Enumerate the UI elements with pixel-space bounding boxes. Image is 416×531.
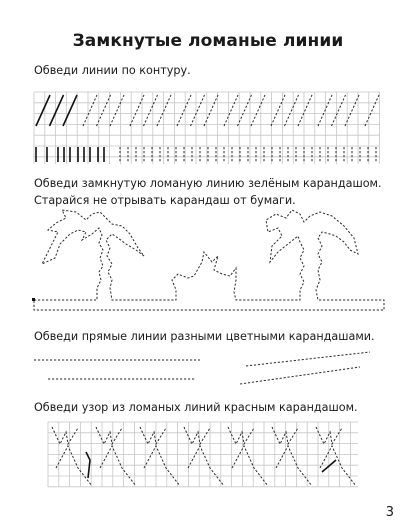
- tracing-grid-2: [48, 422, 358, 487]
- task-2-instruction: Обведи замкнутую ломаную линию зелёным карандашом. Старайся не отрывать карандаш от бумаги.: [34, 177, 382, 207]
- straight-line-3: [246, 352, 370, 366]
- diagonal-stroke-dashed: [332, 95, 346, 126]
- zigzag-lower: [188, 446, 224, 486]
- page-title: Замкнутые ломаные линии: [72, 31, 344, 51]
- palm-trees-closed-line: [34, 210, 384, 310]
- diagonal-stroke-dashed: [204, 95, 218, 126]
- zigzag-lower: [144, 446, 180, 486]
- zigzag-upper: [272, 427, 298, 444]
- diagonal-stroke-dashed: [83, 95, 97, 126]
- diagonal-stroke-dashed: [144, 95, 158, 126]
- task-3-instruction: Обведи прямые линии разными цветными карандашами.: [34, 330, 375, 343]
- diagonal-stroke-dashed: [177, 95, 191, 126]
- diagonal-stroke-dashed: [224, 95, 238, 126]
- zigzag-upper: [140, 427, 166, 444]
- diagonal-stroke-dashed: [298, 95, 312, 126]
- diagonal-stroke-dashed: [285, 95, 299, 126]
- zigzag-upper: [96, 427, 122, 444]
- zigzag-lower: [232, 446, 268, 486]
- zigzag-lower: [100, 446, 136, 486]
- vertical-strokes-row: [36, 147, 376, 162]
- task-1-instruction: Обведи линии по контуру.: [34, 64, 191, 77]
- diagonal-stroke-dashed: [271, 95, 285, 126]
- diagonal-stroke-dashed: [365, 95, 379, 126]
- diagonal-stroke-dashed: [318, 95, 332, 126]
- zigzag-upper: [52, 427, 78, 444]
- zigzag-upper: [184, 427, 210, 444]
- diagonal-stroke-dashed: [238, 95, 252, 126]
- task-4-instruction: Обведи узор из ломаных линий красным карандашом.: [34, 401, 358, 414]
- diagonal-stroke-dashed: [110, 95, 124, 126]
- diagonal-stroke-solid: [50, 95, 64, 126]
- diagonal-stroke-dashed: [251, 95, 265, 126]
- start-dot: [32, 298, 35, 301]
- zigzag-lower: [276, 446, 312, 486]
- diagonal-stroke-solid: [63, 95, 77, 126]
- zigzag-pattern: [52, 427, 356, 486]
- diagonal-strokes-row: [36, 95, 379, 126]
- straight-line-4: [240, 367, 360, 384]
- diagonal-stroke-solid: [36, 95, 50, 126]
- diagonal-stroke-dashed: [191, 95, 205, 126]
- page-number: 3: [385, 505, 394, 520]
